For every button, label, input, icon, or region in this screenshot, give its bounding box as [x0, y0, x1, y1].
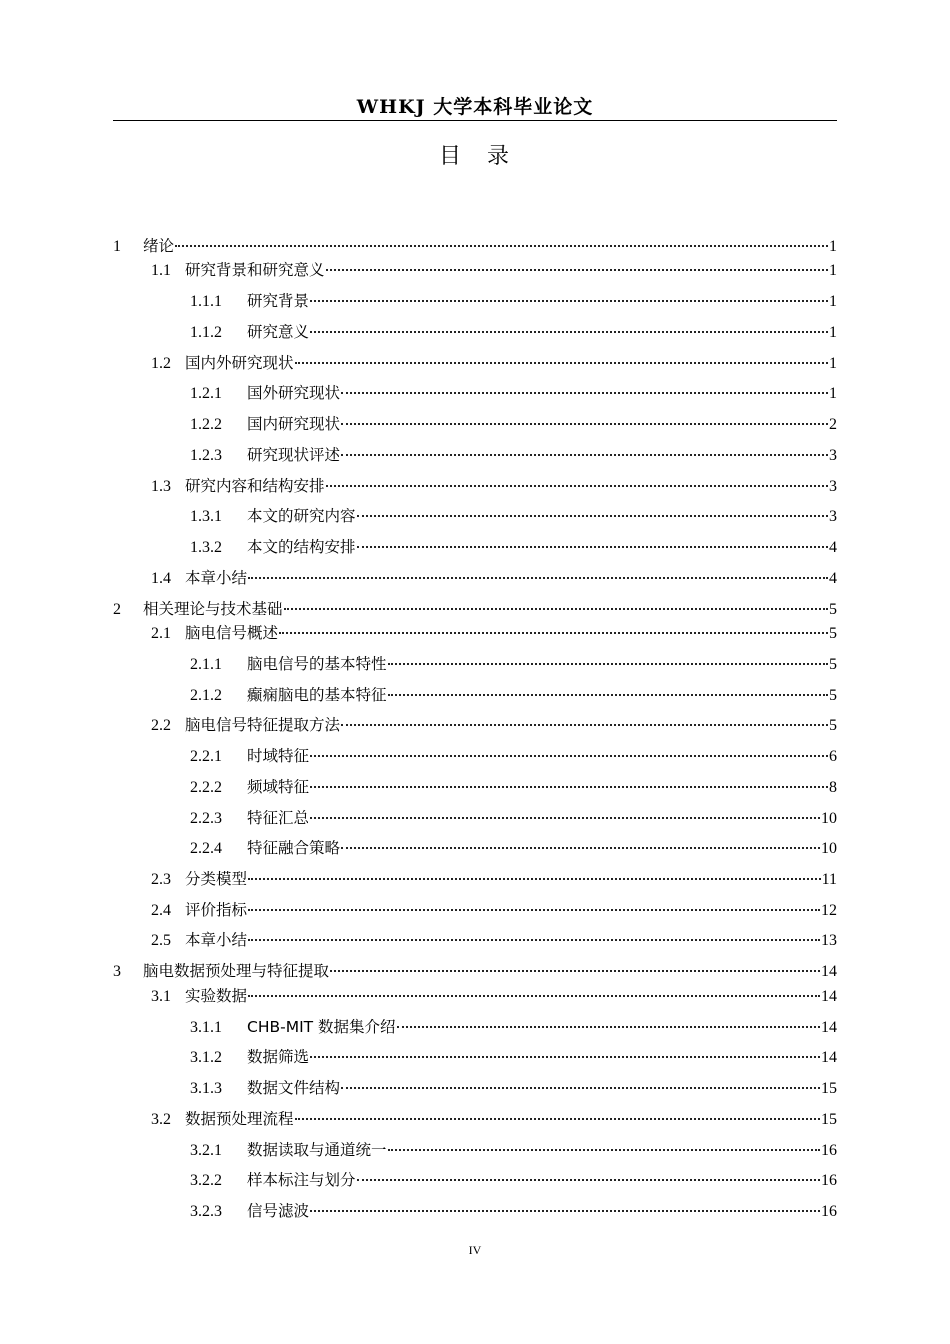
- toc-entry-number: 2.4: [151, 902, 171, 919]
- toc-leader-dots: [388, 643, 828, 665]
- toc-entry[interactable]: [190, 1163, 837, 1189]
- toc-entry-page: 5: [829, 687, 837, 704]
- toc-leader-dots: [248, 975, 820, 997]
- toc-entry-number: 3.1.3: [190, 1080, 222, 1097]
- toc-entry-title: 研究背景和研究意义: [185, 261, 325, 279]
- toc-entry-page: 15: [821, 1080, 837, 1097]
- toc-entry[interactable]: [151, 893, 837, 919]
- toc-entry-page: 3: [829, 478, 837, 495]
- page-number: IV: [468, 1243, 482, 1257]
- toc-leader-dots: [295, 1098, 820, 1120]
- toc-entry-number: 1: [113, 238, 121, 255]
- toc-entry-title: 研究内容和结构安排: [185, 477, 325, 495]
- toc-entry[interactable]: [151, 1102, 837, 1128]
- toc-entry-title: 脑电信号特征提取方法: [185, 716, 341, 734]
- toc-entry-title: 本章小结: [185, 569, 248, 587]
- toc-entry-title: 研究现状评述: [247, 446, 341, 464]
- toc-title: 目 录: [438, 144, 511, 169]
- toc-leader-dots: [326, 465, 828, 487]
- toc-entry[interactable]: [190, 1071, 837, 1097]
- toc-entry[interactable]: [190, 530, 837, 556]
- toc-entry-title: 数据筛选: [247, 1048, 310, 1066]
- toc-entry-page: 3: [829, 447, 837, 464]
- toc-entry-page: 14: [821, 1049, 837, 1066]
- toc-entry[interactable]: [190, 1010, 837, 1036]
- toc-entry-number: 1.4: [151, 570, 171, 587]
- toc-entry[interactable]: [190, 376, 837, 402]
- toc-leader-dots: [330, 950, 820, 972]
- toc-leader-dots: [310, 311, 828, 333]
- toc-leader-dots: [341, 704, 828, 726]
- toc-entry-number: 2.1: [151, 625, 171, 642]
- toc-entry[interactable]: [151, 979, 837, 1005]
- toc-entry[interactable]: [190, 407, 837, 433]
- toc-entry-number: 1.2.1: [190, 385, 222, 402]
- toc-entry-page: 5: [829, 656, 837, 673]
- toc-entry-number: 2.2.3: [190, 810, 222, 827]
- toc-entry-number: 3.2.1: [190, 1142, 222, 1159]
- toc-entry-title: 癫痫脑电的基本特征: [247, 686, 387, 704]
- toc-entry-page: 16: [821, 1142, 837, 1159]
- toc-leader-dots: [248, 858, 821, 880]
- toc-entry-title: CHB-MIT 数据集介绍: [247, 1018, 396, 1036]
- toc-leader-dots: [341, 827, 820, 849]
- toc-entry-title: 频域特征: [247, 778, 310, 796]
- toc-entry[interactable]: [190, 1040, 837, 1066]
- toc-entry-title: 特征汇总: [247, 809, 310, 827]
- toc-entry-title: 脑电数据预处理与特征提取: [143, 962, 330, 980]
- toc-leader-dots: [388, 1129, 820, 1151]
- toc-leader-dots: [341, 403, 828, 425]
- toc-entry-number: 1.2.2: [190, 416, 222, 433]
- toc-entry-page: 13: [821, 932, 837, 949]
- toc-leader-dots: [310, 1190, 820, 1212]
- toc-leader-dots: [310, 280, 828, 302]
- toc-entry-title: 相关理论与技术基础: [143, 600, 283, 618]
- toc-entry-page: 1: [829, 238, 837, 255]
- toc-entry[interactable]: [190, 438, 837, 464]
- toc-entry-number: 1.2: [151, 355, 171, 372]
- toc-leader-dots: [397, 1006, 820, 1028]
- toc-entry[interactable]: [190, 1194, 837, 1220]
- toc-entry[interactable]: [190, 770, 837, 796]
- toc-entry[interactable]: [190, 801, 837, 827]
- toc-entry-number: 1.1.1: [190, 293, 222, 310]
- toc-entry-number: 3: [113, 963, 121, 980]
- toc-entry-page: 16: [821, 1203, 837, 1220]
- toc-entry-title: 国内外研究现状: [185, 354, 294, 372]
- toc-entry[interactable]: [190, 499, 837, 525]
- toc-entry-page: 14: [821, 1019, 837, 1036]
- toc-entry-page: 12: [821, 902, 837, 919]
- toc-entry[interactable]: [190, 1133, 837, 1159]
- toc-entry-page: 1: [829, 324, 837, 341]
- toc-entry[interactable]: [151, 862, 837, 888]
- toc-leader-dots: [248, 557, 828, 579]
- toc-entry-number: 2.1.2: [190, 687, 222, 704]
- toc-leader-dots: [310, 735, 828, 757]
- toc-entry-number: 2.3: [151, 871, 171, 888]
- toc-leader-dots: [284, 588, 828, 610]
- toc-entry-number: 1.3.2: [190, 539, 222, 556]
- toc-entry-title: 评价指标: [185, 901, 248, 919]
- toc-entry[interactable]: [151, 616, 837, 642]
- toc-entry[interactable]: [151, 253, 837, 279]
- toc-entry-title: 研究意义: [247, 323, 310, 341]
- toc-entry-page: 5: [829, 625, 837, 642]
- toc-entry-title: 研究背景: [247, 292, 310, 310]
- toc-entry-title: 脑电信号的基本特性: [247, 655, 387, 673]
- toc-entry-title: 国外研究现状: [247, 384, 341, 402]
- toc-leader-dots: [341, 372, 828, 394]
- toc-leader-dots: [175, 225, 828, 247]
- toc-leader-dots: [310, 1036, 820, 1058]
- toc-entry-title: 本章小结: [185, 931, 248, 949]
- toc-leader-dots: [326, 249, 828, 271]
- toc-entry-number: 3.2.2: [190, 1172, 222, 1189]
- toc-entry[interactable]: [151, 708, 837, 734]
- toc-entry-title: 特征融合策略: [247, 839, 341, 857]
- toc-entry-number: 1.1.2: [190, 324, 222, 341]
- toc-entry-page: 16: [821, 1172, 837, 1189]
- toc-leader-dots: [248, 919, 820, 941]
- page-header: WHKJ 大学本科毕业论文: [113, 94, 837, 121]
- toc-leader-dots: [357, 495, 828, 517]
- toc-entry-title: 数据读取与通道统一: [247, 1141, 387, 1159]
- toc-entry-page: 1: [829, 385, 837, 402]
- toc-entry[interactable]: [151, 469, 837, 495]
- toc-entry[interactable]: [190, 831, 837, 857]
- toc-entry-number: 1.2.3: [190, 447, 222, 464]
- toc-entry-page: 15: [821, 1111, 837, 1128]
- toc-entry-page: 4: [829, 570, 837, 587]
- toc-entry-page: 2: [829, 416, 837, 433]
- toc-entry[interactable]: [151, 923, 837, 949]
- toc-leader-dots: [310, 766, 828, 788]
- toc-entry-page: 1: [829, 293, 837, 310]
- toc-entry-title: 分类模型: [185, 870, 248, 888]
- toc-entry[interactable]: [151, 561, 837, 587]
- toc-leader-dots: [357, 1159, 820, 1181]
- toc-entry[interactable]: [190, 315, 837, 341]
- toc-entry-number: 2: [113, 601, 121, 618]
- toc-entry-page: 8: [829, 779, 837, 796]
- toc-entry-number: 2.2.1: [190, 748, 222, 765]
- toc-entry-number: 2.1.1: [190, 656, 222, 673]
- toc-entry-number: 1.1: [151, 262, 171, 279]
- toc-entry-number: 3.1.1: [190, 1019, 222, 1036]
- toc-entry[interactable]: [190, 739, 837, 765]
- toc-leader-dots: [295, 342, 828, 364]
- toc-entry-title: 国内研究现状: [247, 415, 341, 433]
- toc-entry-number: 3.1: [151, 988, 171, 1005]
- toc-leader-dots: [310, 797, 820, 819]
- toc-entry-title: 样本标注与划分: [247, 1171, 356, 1189]
- toc-entry-page: 1: [829, 355, 837, 372]
- toc-leader-dots: [357, 526, 828, 548]
- toc-entry-page: 10: [821, 840, 837, 857]
- toc-entry-title: 绪论: [143, 237, 175, 255]
- toc-entry-title: 信号滤波: [247, 1202, 310, 1220]
- toc-entry-page: 5: [829, 601, 837, 618]
- toc-entry-title: 时域特征: [247, 747, 310, 765]
- toc-entry-page: 11: [821, 871, 837, 888]
- toc-entry-number: 3.2: [151, 1111, 171, 1128]
- toc-entry-title: 数据预处理流程: [185, 1110, 294, 1128]
- toc-entry-title: 脑电信号概述: [185, 624, 279, 642]
- toc-entry-title: 数据文件结构: [247, 1079, 341, 1097]
- toc-entry-page: 10: [821, 810, 837, 827]
- toc-entry-number: 2.2: [151, 717, 171, 734]
- toc-entry-page: 14: [821, 988, 837, 1005]
- toc-entry-number: 1.3.1: [190, 508, 222, 525]
- toc-entry[interactable]: [190, 647, 837, 673]
- toc-entry-title: 本文的研究内容: [247, 507, 356, 525]
- toc-entry[interactable]: [151, 346, 837, 372]
- toc-entry-page: 14: [821, 963, 837, 980]
- toc-leader-dots: [341, 1067, 820, 1089]
- toc-entry-number: 2.2.2: [190, 779, 222, 796]
- toc-entry-page: 6: [829, 748, 837, 765]
- toc-entry-title: 本文的结构安排: [247, 538, 356, 556]
- toc-entry-title: 实验数据: [185, 987, 248, 1005]
- toc-entry-page: 3: [829, 508, 837, 525]
- toc-entry-page: 5: [829, 717, 837, 734]
- toc-entry-page: 4: [829, 539, 837, 556]
- toc-leader-dots: [248, 889, 820, 911]
- toc-entry[interactable]: [190, 284, 837, 310]
- toc-leader-dots: [341, 434, 828, 456]
- toc-entry[interactable]: [190, 678, 837, 704]
- toc-entry-number: 3.1.2: [190, 1049, 222, 1066]
- toc-entry-number: 2.2.4: [190, 840, 222, 857]
- toc-entry-page: 1: [829, 262, 837, 279]
- toc-entry-number: 1.3: [151, 478, 171, 495]
- toc-leader-dots: [388, 674, 828, 696]
- toc-entry-number: 2.5: [151, 932, 171, 949]
- toc-entry-number: 3.2.3: [190, 1203, 222, 1220]
- toc-leader-dots: [279, 612, 828, 634]
